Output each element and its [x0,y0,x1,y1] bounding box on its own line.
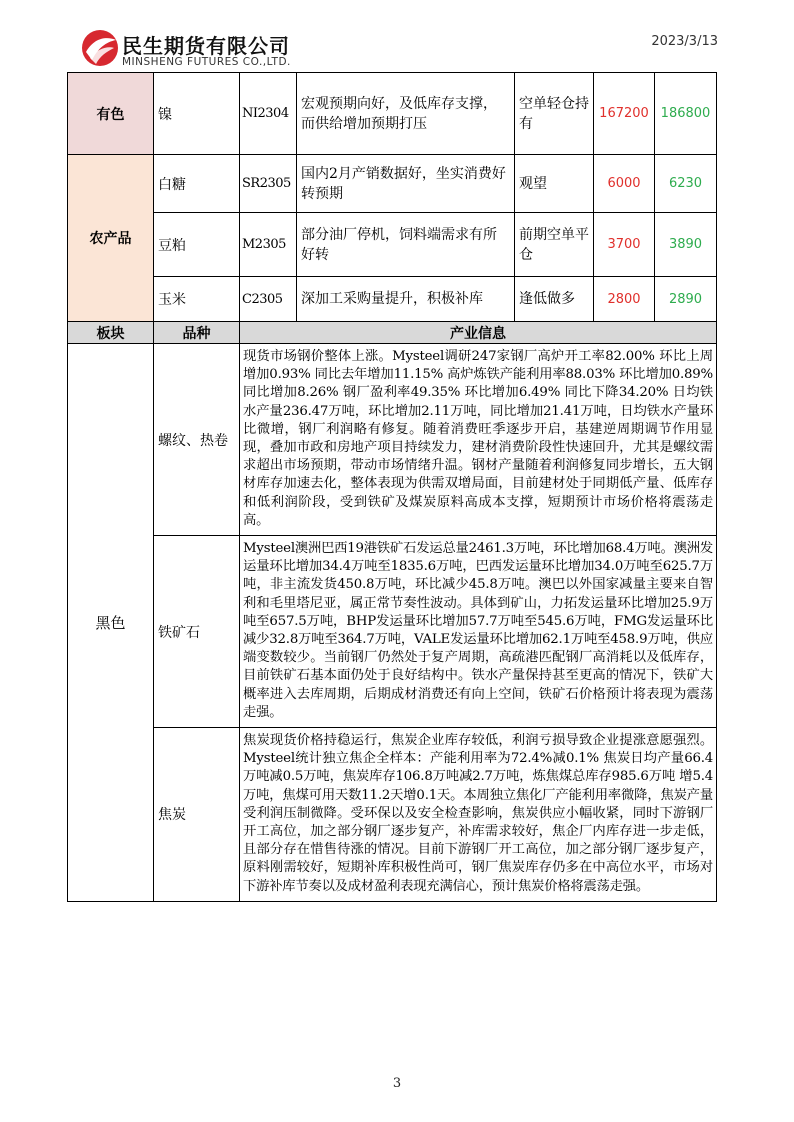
support-price: 3700 [594,213,655,277]
column-header-row [68,322,717,344]
resistance-price: 2890 [655,277,717,322]
industry-info-rebar: 现货市场钢价整体上涨。Mysteel调研247家钢厂高炉开工率82.00% 环比上周增加0.93% 同比去年增加11.15% 高炉炼铁产能利用率88.03% 环比增加0.89% 同比增加8.26% 钢厂盈利率49.35% 环比增加6.49% 同比下降34.20% 日均铁水产量236.47万吨，环比增加2.11万吨，同比增加21.41万吨，日均铁水产量环比微增，钢厂利润略有修复。随着消费旺季逐步开启，基建逆周期调节作用显现，叠加市政和房地产项目持续发力，建材消费阶段性快速回升，尤其是螺纹需求超出市场预期，带动市场情绪升温。钢材产量随着利润修复同步增长，五大钢材库存加速去化，整体表现为供需双增局面，目前建材处于同期低产量、低库存和低利润阶段，受到铁矿及煤炭原料高成本支撑，短期预计市场价格将震荡走高。 [240,344,717,536]
info-cell: 部分油厂停机，饲料端需求有所好转 [297,213,515,277]
info-cell: 国内2月产销数据好，坐实消费好转预期 [297,155,515,213]
variety-cell: 豆粕 [154,213,240,277]
resistance-price: 186800 [655,73,717,155]
table-row [68,277,717,322]
variety-cell: 白糖 [154,155,240,213]
contract-code: NI2304 [240,73,297,155]
variety-cell: 镍 [154,73,240,155]
variety-cell: 螺纹、热卷 [154,344,240,536]
column-header-sector: 板块 [68,322,154,344]
table-row [68,155,717,213]
strategy-cell: 观望 [515,155,594,213]
minsheng-logo-icon [80,28,120,68]
contract-code: M2305 [240,213,297,277]
industry-info-iron-ore: Mysteel澳洲巴西19港铁矿石发运总量2461.3万吨，环比增加68.4万吨。澳洲发运量环比增加34.4万吨至1835.6万吨，巴西发运量环比增加34.0万吨至625.7万吨，非主流发货450.8万吨，环比减少45.8万吨。澳巴以外国家减量主要来自智利和毛里塔尼亚，属正常节奏性波动。具体到矿山，力拓发运量环比增加25.9万吨至657.5万吨，BHP发运量环比增加57.7万吨至545.6万吨，FMG发运量环比减少32.8万吨至364.7万吨，VALE发运量环比增加62.1万吨至458.9万吨，供应端变数较少。当前钢厂仍然处于复产周期，高疏港匹配钢厂高消耗以及低库存，目前铁矿石基本面仍处于良好结构中。铁水产量保持甚至更高的情况下，铁矿大概率进入去库周期，后期成材消费还有向上空间，铁矿石价格预计将表现为震荡走强。 [240,536,717,728]
strategy-cell: 逢低做多 [515,277,594,322]
info-cell: 宏观预期向好，及低库存支撑，而供给增加预期打压 [297,73,515,155]
market-table [67,72,717,902]
column-header-info: 产业信息 [240,322,717,344]
contract-code: SR2305 [240,155,297,213]
resistance-price: 6230 [655,155,717,213]
variety-cell: 铁矿石 [154,536,240,728]
sector-cell: 农产品 [68,155,154,322]
company-name-cn: 民生期货有限公司 [122,34,290,58]
variety-cell: 焦炭 [154,728,240,902]
sector-cell: 有色 [68,73,154,155]
sector-cell-black: 黑色 [68,344,154,902]
table-row [68,344,717,536]
info-cell: 深加工采购量提升，积极补库 [297,277,515,322]
support-price: 6000 [594,155,655,213]
table-row [68,536,717,728]
resistance-price: 3890 [655,213,717,277]
table-row [68,728,717,902]
contract-code: C2305 [240,277,297,322]
strategy-cell: 空单轻仓持有 [515,73,594,155]
company-name-en: MINSHENG FUTURES CO.,LTD. [122,56,291,68]
table-row [68,73,717,155]
column-header-variety: 品种 [154,322,240,344]
page-header [0,0,794,72]
industry-info-coke: 焦炭现货价格持稳运行，焦炭企业库存较低，利润亏损导致企业提涨意愿强烈。Mysteel统计独立焦企全样本：产能利用率为72.4%减0.1% 焦炭日均产量66.4万吨减0.5万吨，焦炭库存106.8万吨减2.7万吨，炼焦煤总库存985.6万吨 增5.4万吨，焦煤可用天数11.2天增0.1天。本周独立焦化厂产能利用率微降，焦炭产量受利润压制微降。受环保以及安全检查影响，焦炭供应小幅收紧，同时下游钢厂开工高位，加之部分钢厂逐步复产，补库需求较好，焦企厂内库存进一步走低，且部分存在惜售待涨的情况。目前下游钢厂开工高位，加之部分钢厂逐步复产，原料刚需较好，短期补库积极性尚可，钢厂焦炭库存仍多在中高位水平，市场对下游补库节奏以及成材盈利表现充满信心，预计焦炭价格将震荡走强。 [240,728,717,902]
report-date: 2023/3/13 [651,34,718,49]
strategy-cell: 前期空单平仓 [515,213,594,277]
variety-cell: 玉米 [154,277,240,322]
support-price: 167200 [594,73,655,155]
table-row [68,213,717,277]
page-number: 3 [392,1076,402,1091]
support-price: 2800 [594,277,655,322]
